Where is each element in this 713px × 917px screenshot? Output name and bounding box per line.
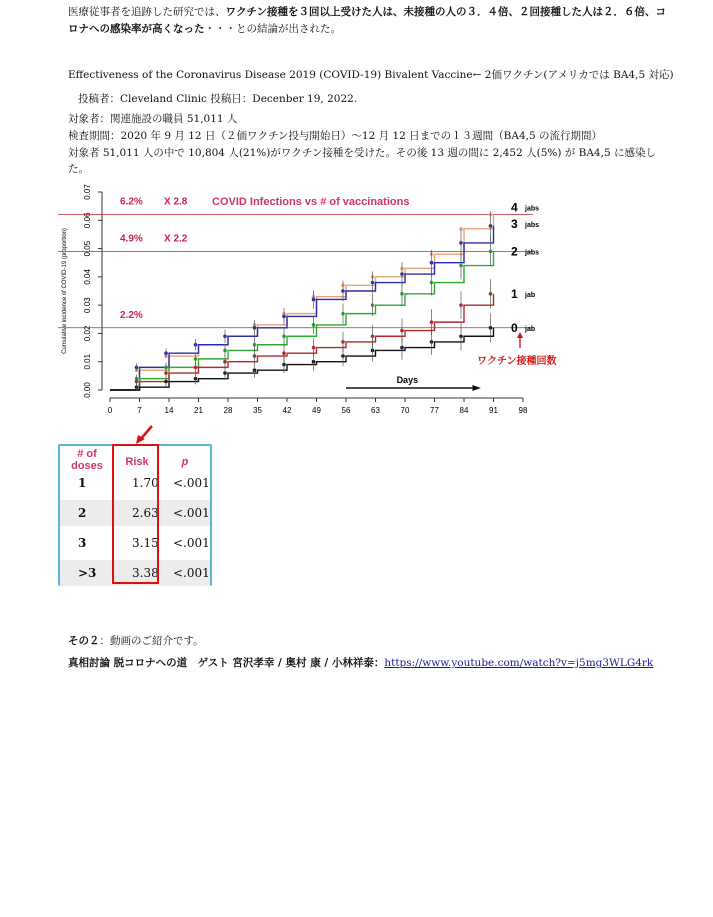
series-label-3: 3	[511, 216, 518, 231]
x-tick-label: 77	[430, 406, 439, 415]
chart-title: COVID Infections vs # of vaccinations	[212, 196, 410, 208]
risk-cell-doses: >3	[78, 566, 97, 580]
youtube-link[interactable]: https://www.youtube.com/watch?v=j5mg3WLG4rk	[384, 657, 654, 669]
risk-cell-doses: 3	[78, 536, 87, 550]
source-poster: 投稿者：Cleveland Clinic 投稿日：Decenber 19, 2022.	[78, 93, 358, 105]
x-tick-label: 0	[107, 406, 113, 415]
risk-cell-p: <.001	[173, 536, 210, 550]
detail-period: 検査期間：2020 年 9 月 12 日（２価ワクチン投与開始日）～12 月 12 日までの１３週間（BA4,5 の流行期間）	[68, 130, 602, 142]
risk-cell-risk: 3.38	[132, 566, 159, 580]
y-axis-label: Cumulative incidence of COVID-19 (proportion)	[62, 228, 68, 354]
annotation-ratio: X 2.8	[164, 196, 188, 208]
risk-highlight-box	[112, 444, 159, 584]
series-unit-4: jabs	[525, 205, 540, 213]
series-line-2	[110, 251, 494, 390]
x-tick-label: 84	[459, 406, 469, 415]
series-label-1: 1	[511, 286, 518, 301]
days-arrowhead	[472, 385, 480, 391]
part2-program: 真相討論 脱コロナへの道 ゲスト 宮沢孝幸 / 奥村 康 / 小林祥泰：https://www.youtube.com/watch?v=j5mg3WLG4rk	[68, 657, 654, 669]
legend-arrowhead	[517, 332, 523, 338]
risk-cell-p: <.001	[173, 476, 210, 490]
red-arrow-icon	[134, 424, 156, 446]
series-unit-2: jabs	[525, 249, 540, 257]
x-tick-label: 7	[137, 406, 142, 415]
annotation-percent: 6.2%	[120, 196, 143, 208]
x-tick-label: 14	[164, 406, 174, 415]
x-tick-label: 49	[312, 406, 321, 415]
legend-note: ワクチン接種回数	[477, 356, 557, 367]
x-tick-label: 42	[282, 406, 292, 415]
series-label-4: 4	[511, 200, 518, 215]
series-unit-3: jabs	[525, 221, 540, 229]
x-tick-label: 70	[400, 406, 410, 415]
source-title: Effectiveness of the Coronavirus Disease 2019 (COVID-19) Bivalent Vaccine← 2価ワクチン(アメリカでは BA4,5 対応)	[68, 69, 674, 81]
y-tick-label: 0.02	[83, 325, 92, 342]
y-tick-label: 0.00	[83, 382, 92, 398]
x-tick-label: 28	[223, 406, 233, 415]
detail-result-1: 対象者 51,011 人の中で 10,804 人(21%)がワクチン接種を受けた。その後 13 週の間に 2,452 人(5%) が BA4,5 に感染し	[68, 147, 656, 159]
x-tick-label: 91	[489, 406, 498, 415]
annotation-percent: 2.2%	[120, 309, 143, 321]
x-tick-label: 63	[371, 406, 380, 415]
x-tick-label: 35	[253, 406, 262, 415]
intro-text-bold: ワクチン接種を３回以上受けた人は、未接種の人の３．４倍、２回接種した人は２．６倍、コロナへの感染率が高くなった	[68, 6, 666, 35]
intro-paragraph	[68, 4, 668, 38]
detail-result-2: た。	[68, 163, 89, 175]
series-unit-0: jab	[525, 325, 536, 333]
annotation-percent: 4.9%	[120, 233, 143, 245]
covid-incidence-chart	[58, 184, 557, 416]
risk-cell-risk: 2.63	[132, 506, 159, 520]
y-tick-label: 0.07	[83, 184, 92, 200]
header-doses: # of doses	[71, 448, 103, 472]
annotation-ratio: X 2.2	[164, 233, 188, 245]
y-tick-label: 0.06	[83, 212, 92, 229]
series-line-3	[110, 226, 494, 390]
y-tick-label: 0.04	[83, 269, 92, 285]
y-tick-label: 0.03	[83, 297, 92, 313]
risk-cell-doses: 1	[78, 476, 87, 490]
detail-subjects: 対象者：関連施設の職員 51,011 人	[68, 113, 238, 125]
series-label-2: 2	[511, 244, 518, 259]
risk-cell-doses: 2	[78, 506, 87, 520]
risk-cell-risk: 1.70	[132, 476, 159, 490]
risk-table	[58, 444, 212, 586]
intro-text-a: 医療従事者を追跡した研究では、	[68, 6, 226, 18]
y-tick-label: 0.01	[83, 353, 92, 370]
x-tick-label: 21	[194, 406, 203, 415]
x-tick-label: 98	[518, 406, 528, 415]
x-tick-label: 56	[341, 406, 351, 415]
intro-text-c: ・・・との結論が出された。	[204, 23, 341, 35]
header-risk: Risk	[125, 456, 149, 468]
x-axis-label: Days	[396, 375, 419, 385]
y-tick-label: 0.05	[83, 240, 92, 257]
risk-cell-p: <.001	[173, 566, 210, 580]
series-label-0: 0	[511, 320, 518, 335]
series-unit-1: jab	[525, 291, 536, 299]
part2-heading: その２：動画のご紹介です。	[68, 635, 204, 647]
risk-cell-risk: 3.15	[132, 536, 159, 550]
header-p: p	[181, 456, 189, 468]
risk-cell-p: <.001	[173, 506, 210, 520]
